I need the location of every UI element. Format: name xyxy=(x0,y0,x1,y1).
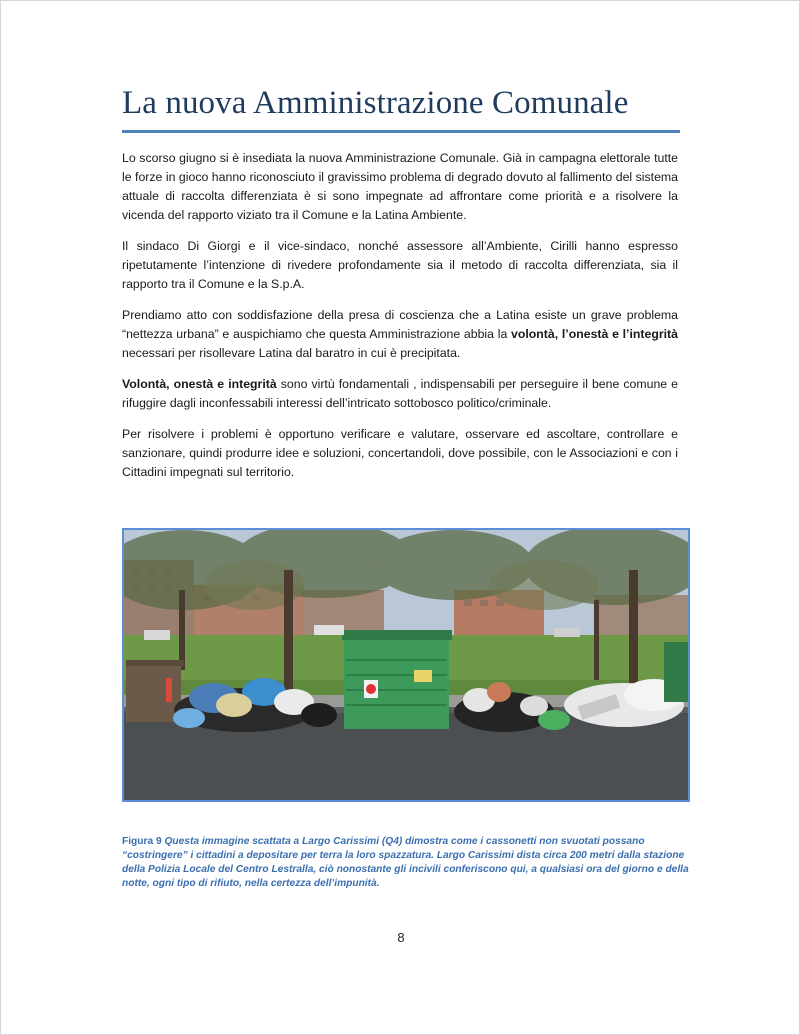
paragraph-1: Lo scorso giugno si è insediata la nuova Amministrazione Comunale. Già in campagna elettorale tutte le forze in gioco hanno riconosciuto il gravissimo problema di degrado dovuto al fallimento del sistema attuale di raccolta differenziata è si sono impegnate ad affrontare come priorità e a risolvere la vicenda del rapporto viziato tra il Comune e la Latina Ambiente. xyxy=(122,151,678,222)
paragraph-3-bold: volontà, l’onestà e l’integrità xyxy=(511,327,678,341)
page-title: La nuova Amministrazione Comunale xyxy=(122,85,629,121)
paragraph-4-bold: Volontà, onestà e integrità xyxy=(122,377,277,391)
figure-caption-text: Questa immagine scattata a Largo Carissimi (Q4) dimostra come i cassonetti non svuotati possano “costringere” i cittadini a depositare per terra la loro spazzatura. Largo Carissimi dista circa 200 metri dalla stazione della Polizia Locale del Centro Lestralla, ciò nonostante gli incivili conferiscono qui, a qualsiasi ora del giorno e della notte, ogni tipo di rifiuto, nella certezza dell’impunità. xyxy=(122,836,689,889)
paragraph-3-text-a: Prendiamo atto con soddisfazione della presa di coscienza che a Latina esiste un grave problema “nettezza urbana” e auspichiamo che questa Amministrazione abbia la xyxy=(122,308,678,341)
title-underline xyxy=(122,130,680,133)
paragraph-3 xyxy=(122,306,678,363)
paragraph-2: Il sindaco Di Giorgi e il vice-sindaco, nonché assessore all’Ambiente, Cirilli hanno espresso ripetutamente l’intenzione di rivedere profondamente sia il metodo di raccolta differenziata, sia il rapporto tra il Comune e la S.p.A. xyxy=(122,239,678,291)
paragraph-4 xyxy=(122,375,678,413)
figure-label: Figura 9 xyxy=(122,836,162,847)
page-number: 8 xyxy=(397,930,405,945)
figure-caption xyxy=(122,835,694,891)
paragraph-5: Per risolvere i problemi è opportuno verificare e valutare, osservare ed ascoltare, controllare e sanzionare, quindi produrre idee e soluzioni, concertandoli, dove possibile, con le Associazioni e con i Cittadini impegnati sul territorio. xyxy=(122,427,678,479)
paragraph-3-text-b: necessari per risollevare Latina dal baratro in cui è precipitata. xyxy=(122,346,461,360)
garbage-photo xyxy=(122,528,690,802)
body-text xyxy=(122,149,678,494)
paragraph-4-text: sono virtù fondamentali , indispensabili per perseguire il bene comune e rifuggire dagli inconfessabili interessi dell’intricato sottobosco politico/criminale. xyxy=(122,377,678,410)
